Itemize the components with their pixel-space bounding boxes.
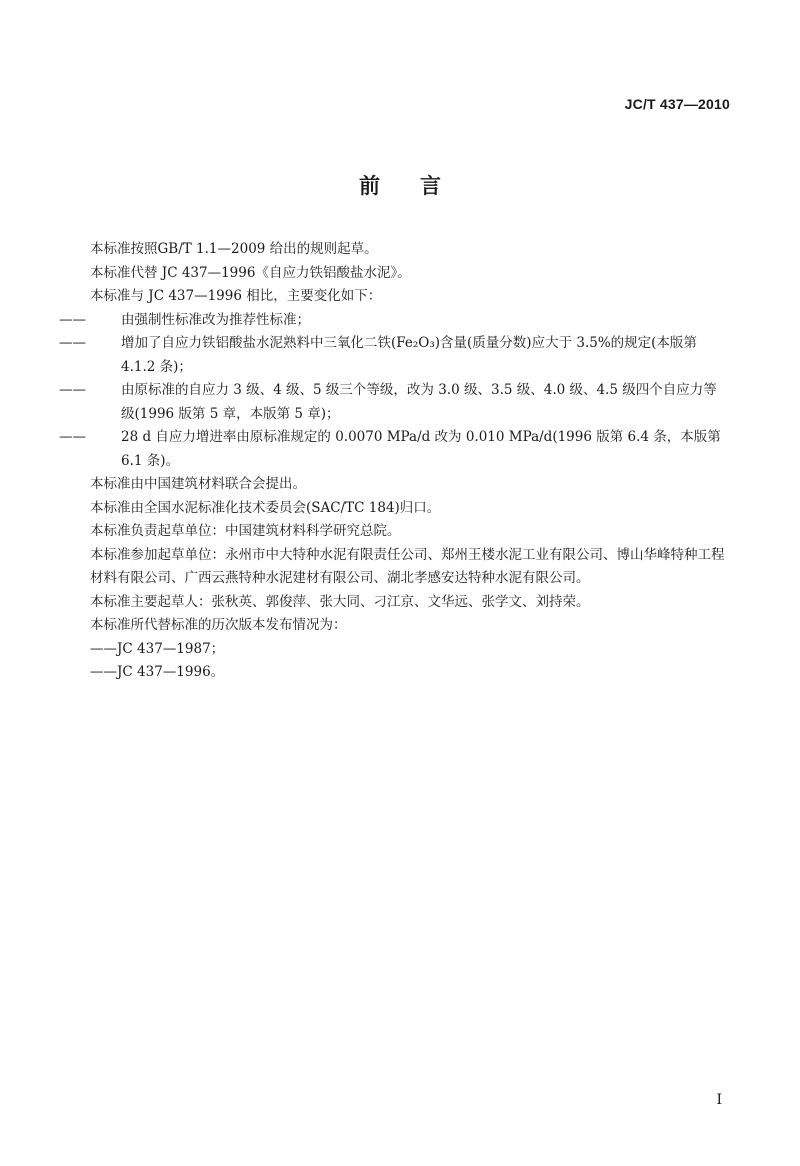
paragraph-proposed-by: 本标准由中国建筑材料联合会提出。	[90, 476, 306, 492]
paragraph-administered-by: 本标准由全国水泥标准化技术委员会(SAC/TC 184)归口。	[90, 499, 441, 516]
change-text: 28 d 自应力增进率由原标准规定的 0.0070 MPa/d 改为 0.010 MPa/d(1996 版第 6.4 条，本版第 6.1 条)。	[121, 429, 721, 469]
title-char-2: 言	[420, 174, 441, 198]
paragraph-changes-intro: 本标准与 JC 437—1996 相比，主要变化如下：	[90, 288, 382, 304]
history-item	[90, 661, 730, 685]
change-item	[59, 309, 730, 333]
change-item	[59, 332, 730, 379]
paragraph-drafting-rules: 本标准按照GB/T 1.1—2009 给出的规则起草。	[90, 241, 378, 257]
history-item	[90, 638, 730, 662]
dash-marker: ——	[59, 382, 86, 398]
paragraph-participating-drafters: 本标准参加起草单位：永州市中大特种水泥有限责任公司、郑州王楼水泥工业有限公司、博山华峰特种工程材料有限公司、广西云燕特种水泥建材有限公司、湖北孝感安达特种水泥有限公司。	[90, 546, 725, 586]
history-text: JC 437—1996。	[117, 664, 225, 680]
paragraph-version-history: 本标准所代替标准的历次版本发布情况为：	[90, 617, 347, 633]
dash-marker: ——	[59, 335, 86, 351]
history-text: JC 437—1987；	[117, 640, 225, 657]
dash-marker: ——	[90, 640, 117, 657]
page-title	[0, 170, 800, 200]
document-body	[59, 238, 730, 685]
paragraph-replaces: 本标准代替 JC 437—1996《自应力铁铝酸盐水泥》。	[90, 264, 411, 281]
standard-code: JC/T 437—2010	[624, 96, 730, 112]
page-number: I	[716, 1092, 722, 1108]
change-text: 由强制性标准改为推荐性标准；	[121, 311, 310, 328]
paragraph-main-authors: 本标准主要起草人：张秋英、郭俊萍、张大同、刁江京、文华远、张学文、刘持荣。	[90, 593, 590, 610]
dash-marker: ——	[59, 429, 86, 445]
paragraph-lead-drafter: 本标准负责起草单位：中国建筑材料科学研究总院。	[90, 523, 401, 539]
change-item	[59, 426, 730, 473]
change-text: 增加了自应力铁铝酸盐水泥熟料中三氧化二铁(Fe₂O₃)含量(质量分数)应大于 3.5%的规定(本版第 4.1.2 条)；	[121, 335, 697, 375]
title-char-1: 前	[359, 174, 380, 198]
dash-marker: ——	[90, 664, 117, 680]
change-text: 由原标准的自应力 3 级、4 级、5 级三个等级，改为 3.0 级、3.5 级、4.0 级、4.5 级四个自应力等级(1996 版第 5 章，本版第 5 章)；	[121, 382, 717, 422]
dash-marker: ——	[59, 311, 86, 328]
change-item	[59, 379, 730, 426]
